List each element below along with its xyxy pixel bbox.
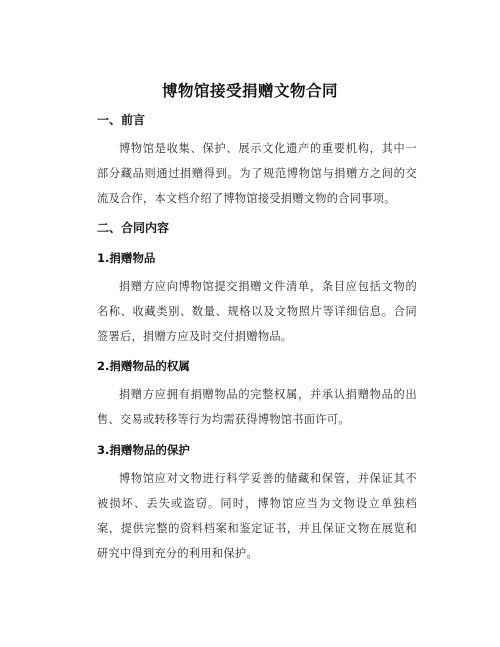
protection-paragraph: 博物馆应对文物进行科学妥善的储藏和保管，并保证其不被损坏、丢失或盗窃。同时，博物馆应当为文物设立单独档案，提供完整的资料档案和鉴定证书，并且保证文物在展览和研究中得到充分的利用和保护。	[97, 472, 417, 560]
donated-items-paragraph: 捐赠方应向博物馆提交捐赠文件清单，条目应包括文物的名称、收藏类别、数量、规格以及文物照片等详细信息。合同签署后，捐赠方应及时交付捐赠物品。	[97, 280, 417, 343]
subheading-donated-items: 1.捐赠物品	[97, 251, 156, 265]
preface-paragraph: 博物馆是收集、保护、展示文化遗产的重要机构，其中一部分藏品则通过捐赠得到。为了规范博物馆与捐赠方之间的交流及合作，本文档介绍了博物馆接受捐赠文物的合同事项。	[97, 142, 417, 205]
subheading-protection: 3.捐赠物品的保护	[97, 443, 190, 457]
ownership-paragraph: 捐赠方应拥有捐赠物品的完整权属，并承认捐赠物品的出售、交易或转移等行为均需获得博物馆书面许可。	[97, 388, 417, 426]
subheading-ownership: 2.捐赠物品的权属	[97, 359, 190, 373]
document-title: 博物馆接受捐赠文物合同	[161, 82, 338, 100]
section-heading-preface: 一、前言	[97, 113, 146, 127]
section-heading-contract-content: 二、合同内容	[97, 221, 170, 235]
